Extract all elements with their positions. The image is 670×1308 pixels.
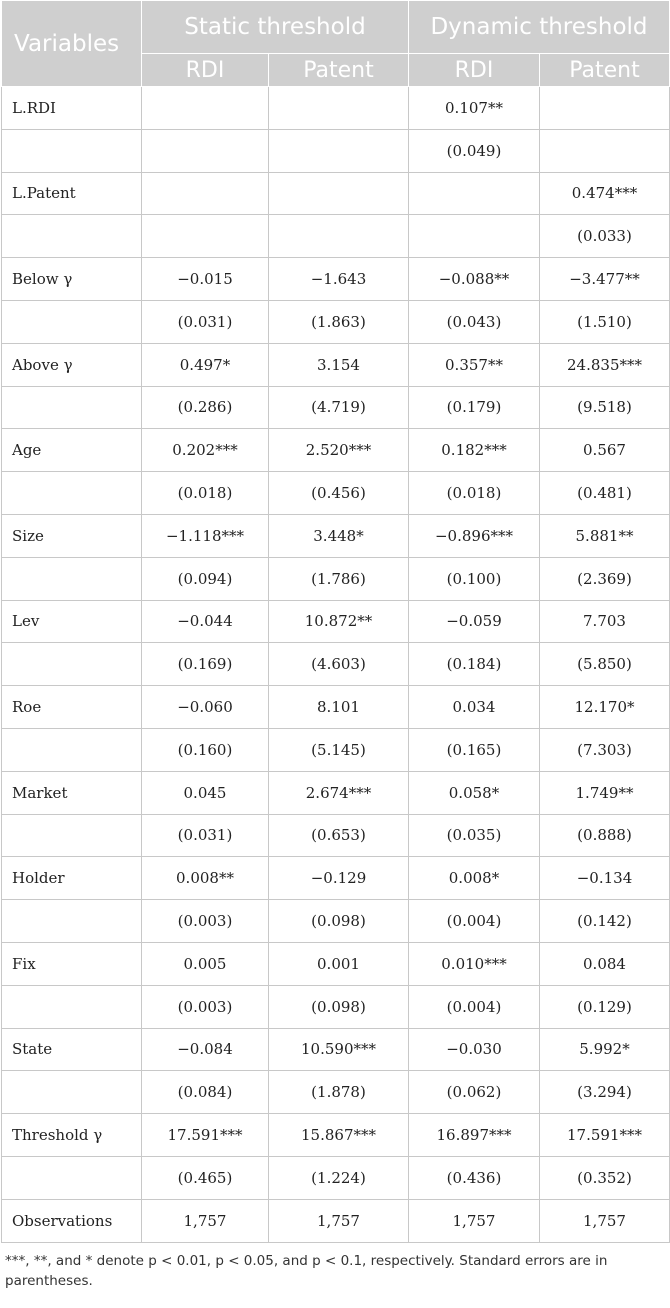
- value-cell: 0.357**: [409, 343, 540, 386]
- value-cell: −0.030: [409, 1028, 540, 1071]
- variable-name-cell: [2, 1071, 142, 1114]
- table-row: [2, 942, 670, 985]
- value-cell: 3.448*: [269, 514, 409, 557]
- variable-name-cell: L.RDI: [2, 87, 142, 130]
- variable-name-cell: Fix: [2, 942, 142, 985]
- variable-name-cell: Age: [2, 429, 142, 472]
- value-cell: 0.182***: [409, 429, 540, 472]
- value-cell: −0.134: [540, 857, 670, 900]
- value-cell: (1.786): [269, 557, 409, 600]
- variable-name-cell: L.Patent: [2, 172, 142, 215]
- table-body: [2, 87, 670, 1243]
- table-row: [2, 129, 670, 172]
- value-cell: 1,757: [142, 1199, 269, 1242]
- variable-name-cell: [2, 129, 142, 172]
- table-row: [2, 857, 670, 900]
- variable-name-cell: Lev: [2, 600, 142, 643]
- variable-name-cell: Above γ: [2, 343, 142, 386]
- variable-name-cell: Holder: [2, 857, 142, 900]
- variable-name-cell: Roe: [2, 686, 142, 729]
- value-cell: 0.567: [540, 429, 670, 472]
- value-cell: 0.497*: [142, 343, 269, 386]
- value-cell: −1.643: [269, 258, 409, 301]
- value-cell: (3.294): [540, 1071, 670, 1114]
- variable-name-cell: [2, 557, 142, 600]
- table-row: [2, 728, 670, 771]
- table-row: [2, 771, 670, 814]
- table-row: [2, 215, 670, 258]
- table-row: [2, 1114, 670, 1157]
- value-cell: (1.863): [269, 300, 409, 343]
- variable-name-cell: Threshold γ: [2, 1114, 142, 1157]
- table-row: [2, 1199, 670, 1242]
- value-cell: (2.369): [540, 557, 670, 600]
- value-cell: 10.590***: [269, 1028, 409, 1071]
- value-cell: 0.034: [409, 686, 540, 729]
- subheader-static-patent: Patent: [269, 54, 409, 87]
- value-cell: 1,757: [540, 1199, 670, 1242]
- table-header: [2, 1, 670, 87]
- value-cell: (0.062): [409, 1071, 540, 1114]
- value-cell: [142, 87, 269, 130]
- value-cell: −0.896***: [409, 514, 540, 557]
- value-cell: −0.129: [269, 857, 409, 900]
- value-cell: 17.591***: [540, 1114, 670, 1157]
- value-cell: 0.045: [142, 771, 269, 814]
- value-cell: (0.160): [142, 728, 269, 771]
- value-cell: (0.456): [269, 472, 409, 515]
- value-cell: (0.352): [540, 1156, 670, 1199]
- table-row: [2, 643, 670, 686]
- value-cell: 1.749**: [540, 771, 670, 814]
- value-cell: (0.084): [142, 1071, 269, 1114]
- value-cell: 5.881**: [540, 514, 670, 557]
- value-cell: [269, 87, 409, 130]
- table-row: [2, 300, 670, 343]
- value-cell: 12.170*: [540, 686, 670, 729]
- value-cell: (1.878): [269, 1071, 409, 1114]
- value-cell: [142, 172, 269, 215]
- value-cell: (0.465): [142, 1156, 269, 1199]
- value-cell: [142, 129, 269, 172]
- value-cell: 0.010***: [409, 942, 540, 985]
- value-cell: (0.179): [409, 386, 540, 429]
- variable-name-cell: State: [2, 1028, 142, 1071]
- value-cell: 1,757: [409, 1199, 540, 1242]
- variable-name-cell: [2, 900, 142, 943]
- value-cell: 0.058*: [409, 771, 540, 814]
- value-cell: 0.008*: [409, 857, 540, 900]
- table-row: [2, 557, 670, 600]
- value-cell: (0.286): [142, 386, 269, 429]
- value-cell: (1.224): [269, 1156, 409, 1199]
- table-row: [2, 429, 670, 472]
- table-row: [2, 814, 670, 857]
- value-cell: (0.653): [269, 814, 409, 857]
- table-footnote: ***, **, and * denote p < 0.01, p < 0.05, and p < 0.1, respectively. Standard errors are in parentheses.: [5, 1252, 608, 1289]
- table-row: [2, 472, 670, 515]
- regression-table-container: [1, 0, 669, 1291]
- table-row: [2, 600, 670, 643]
- value-cell: 0.474***: [540, 172, 670, 215]
- header-dynamic-threshold: Dynamic threshold: [409, 1, 670, 54]
- value-cell: (1.510): [540, 300, 670, 343]
- table-row: [2, 900, 670, 943]
- value-cell: (0.004): [409, 900, 540, 943]
- value-cell: [409, 215, 540, 258]
- variable-name-cell: [2, 472, 142, 515]
- value-cell: −0.088**: [409, 258, 540, 301]
- value-cell: (0.165): [409, 728, 540, 771]
- value-cell: 0.107**: [409, 87, 540, 130]
- regression-table: [1, 0, 670, 1243]
- value-cell: (0.031): [142, 814, 269, 857]
- table-row: [2, 172, 670, 215]
- value-cell: (0.888): [540, 814, 670, 857]
- value-cell: 17.591***: [142, 1114, 269, 1157]
- value-cell: 3.154: [269, 343, 409, 386]
- variable-name-cell: Size: [2, 514, 142, 557]
- value-cell: −0.015: [142, 258, 269, 301]
- variable-name-cell: Observations: [2, 1199, 142, 1242]
- table-row: [2, 343, 670, 386]
- value-cell: 24.835***: [540, 343, 670, 386]
- value-cell: 1,757: [269, 1199, 409, 1242]
- value-cell: (0.033): [540, 215, 670, 258]
- header-static-threshold: Static threshold: [142, 1, 409, 54]
- variable-name-cell: Market: [2, 771, 142, 814]
- table-row: [2, 514, 670, 557]
- table-row: [2, 985, 670, 1028]
- value-cell: 0.001: [269, 942, 409, 985]
- value-cell: (0.100): [409, 557, 540, 600]
- value-cell: (0.035): [409, 814, 540, 857]
- value-cell: 8.101: [269, 686, 409, 729]
- value-cell: 0.084: [540, 942, 670, 985]
- value-cell: [269, 129, 409, 172]
- value-cell: (0.003): [142, 985, 269, 1028]
- value-cell: [540, 87, 670, 130]
- variable-name-cell: [2, 1156, 142, 1199]
- subheader-dynamic-patent: Patent: [540, 54, 670, 87]
- value-cell: (4.719): [269, 386, 409, 429]
- variable-name-cell: [2, 643, 142, 686]
- value-cell: 15.867***: [269, 1114, 409, 1157]
- value-cell: [269, 215, 409, 258]
- value-cell: (0.043): [409, 300, 540, 343]
- variable-name-cell: Below γ: [2, 258, 142, 301]
- value-cell: (0.184): [409, 643, 540, 686]
- value-cell: 5.992*: [540, 1028, 670, 1071]
- value-cell: (0.049): [409, 129, 540, 172]
- value-cell: 16.897***: [409, 1114, 540, 1157]
- value-cell: −0.060: [142, 686, 269, 729]
- value-cell: (0.169): [142, 643, 269, 686]
- value-cell: (4.603): [269, 643, 409, 686]
- value-cell: 7.703: [540, 600, 670, 643]
- value-cell: (0.004): [409, 985, 540, 1028]
- value-cell: 0.008**: [142, 857, 269, 900]
- value-cell: (7.303): [540, 728, 670, 771]
- value-cell: (9.518): [540, 386, 670, 429]
- header-variables: Variables: [2, 1, 142, 87]
- value-cell: 0.202***: [142, 429, 269, 472]
- subheader-dynamic-rdi: RDI: [409, 54, 540, 87]
- value-cell: (0.129): [540, 985, 670, 1028]
- variable-name-cell: [2, 728, 142, 771]
- value-cell: 0.005: [142, 942, 269, 985]
- value-cell: −0.044: [142, 600, 269, 643]
- table-row: [2, 686, 670, 729]
- value-cell: (0.018): [409, 472, 540, 515]
- value-cell: 10.872**: [269, 600, 409, 643]
- value-cell: 2.674***: [269, 771, 409, 814]
- value-cell: −3.477**: [540, 258, 670, 301]
- value-cell: (0.031): [142, 300, 269, 343]
- variable-name-cell: [2, 386, 142, 429]
- table-row: [2, 258, 670, 301]
- value-cell: −0.084: [142, 1028, 269, 1071]
- value-cell: (5.850): [540, 643, 670, 686]
- table-row: [2, 1071, 670, 1114]
- variable-name-cell: [2, 985, 142, 1028]
- value-cell: [269, 172, 409, 215]
- value-cell: [142, 215, 269, 258]
- value-cell: 2.520***: [269, 429, 409, 472]
- variable-name-cell: [2, 300, 142, 343]
- variable-name-cell: [2, 215, 142, 258]
- table-row: [2, 386, 670, 429]
- subheader-static-rdi: RDI: [142, 54, 269, 87]
- value-cell: [540, 129, 670, 172]
- value-cell: (0.018): [142, 472, 269, 515]
- value-cell: (0.098): [269, 900, 409, 943]
- value-cell: [409, 172, 540, 215]
- value-cell: (0.003): [142, 900, 269, 943]
- value-cell: (0.098): [269, 985, 409, 1028]
- value-cell: −1.118***: [142, 514, 269, 557]
- table-row: [2, 1028, 670, 1071]
- value-cell: (0.142): [540, 900, 670, 943]
- table-row: [2, 87, 670, 130]
- variable-name-cell: [2, 814, 142, 857]
- value-cell: (0.094): [142, 557, 269, 600]
- table-row: [2, 1156, 670, 1199]
- value-cell: −0.059: [409, 600, 540, 643]
- value-cell: (0.481): [540, 472, 670, 515]
- value-cell: (0.436): [409, 1156, 540, 1199]
- value-cell: (5.145): [269, 728, 409, 771]
